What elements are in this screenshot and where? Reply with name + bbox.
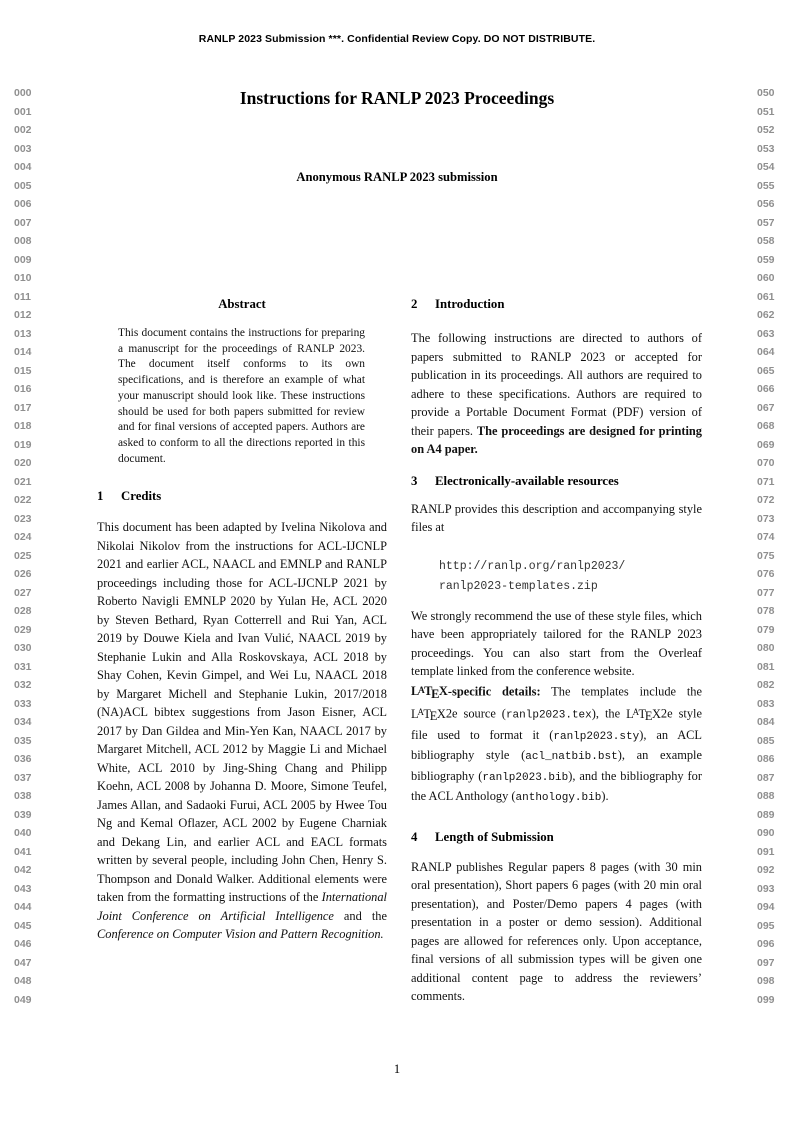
line-number-gutter-right <box>757 84 791 1009</box>
line-number: 005 <box>14 179 32 192</box>
line-number: 008 <box>14 235 32 247</box>
line-number: 076 <box>757 568 775 580</box>
line-number: 009 <box>14 253 32 266</box>
line-number: 055 <box>757 179 775 192</box>
line-number: 006 <box>14 198 32 210</box>
line-number: 060 <box>757 272 775 284</box>
resources-paragraph-2: We strongly recommend the use of these style files, which have been appropriately tailored for the RANLP 2023 proceedings. You can also start from the Overleaf template linked from the conference website. <box>411 608 702 678</box>
line-number: 059 <box>757 253 775 266</box>
line-number: 048 <box>14 975 32 987</box>
line-number: 062 <box>757 309 775 321</box>
line-number: 066 <box>757 383 775 395</box>
latex-logo: $L^ATEX$ <box>411 683 448 701</box>
line-number: 046 <box>14 938 32 950</box>
line-number: 034 <box>14 716 32 728</box>
section-title: Introduction <box>435 297 505 311</box>
line-number: 028 <box>14 605 32 617</box>
line-number: 098 <box>757 975 775 987</box>
line-number: 021 <box>14 475 32 488</box>
line-number: 032 <box>14 679 32 691</box>
line-number: 030 <box>14 642 32 654</box>
line-number: 003 <box>14 142 32 155</box>
line-number: 081 <box>757 660 775 673</box>
section-title: Length of Submission <box>435 829 554 844</box>
line-number: 033 <box>14 697 32 710</box>
length-paragraph: RANLP publishes Regular papers 8 pages (with 30 min oral presentation), Short papers 6 pages (with 20 min oral presentation), and Poster/Demo papers 4 pages (with presentation in a poster or demo session). Additional pages are allowed for references only. Upon acceptance, final versions of all submission types will be given one additional content page to address the reviewers’ comments. <box>411 859 702 1004</box>
section-heading-introduction <box>411 295 702 313</box>
line-number: 079 <box>757 623 775 636</box>
line-number: 019 <box>14 438 32 451</box>
line-number: 020 <box>14 457 32 469</box>
line-number: 074 <box>757 531 775 543</box>
line-number: 018 <box>14 420 32 432</box>
line-number: 023 <box>14 512 32 525</box>
credits-paragraph: This document has been adapted by Ivelina Nikolova and Nikolai Nikolov from the instructions for ACL-IJCNLP 2021 and earlier ACL, NAACL and EMNLP and RANLP proceedings including those for ACL-IJCNLP 2021 by Roberto Navigli EMNLP 2020 by Yulan He, ACL 2020 by Steven Bethard, Ryan Cotterrell and Rui Yan, ACL 2019 by Douwe Kiela and Ivan Vulić, NAACL 2019 by Stephanie Lukin and Alla Roskovskaya, ACL 2018 by Shay Cohen, Kevin Gimpel, and Wei Lu, NAACL 2018 by Margaret Michell and Stephanie Lukin, 2017/2018 (NA)ACL bibtex suggestions from Jason Eisner, ACL 2017 by Dan Gildea and Min-Yen Kan, NAACL 2017 by Margaret Mitchell, ACL 2012 by Maggie Li and Michael White, ACL 2010 by Jing-Shing Chang and Philipp Koehn, ACL 2008 by Johanna D. Moore, Simone Teufel, James Allan, and Sadaoki Furui, ACL 2005 by Hwee Tou Ng and Kemal Oflazer, ACL 2002 by Eugene Charniak and Dekang Lin, and earlier ACL and EACL formats written by several people, including John Chen, Henry S. Thompson and Donald Walker. Additional elements were taken from the formatting instructions of the International Joint Conference on Artificial Intelligence and the Conference on Computer Vision and Pattern Recognition. <box>97 520 387 942</box>
line-number: 095 <box>757 919 775 932</box>
line-number: 097 <box>757 956 775 969</box>
latex-details-paragraph: $L^ATEX$-specific details: The templates include the $L^ATEX2e$ source (ranlp2023.tex), the $L^ATEX2e$ style file used to format it (ranlp2023.sty), an ACL bibliography style (acl_natbib.bst), an example bibliography (ranlp2023.bib), and the bibliography for the ACL Anthology (anthology.bib). <box>411 683 703 805</box>
line-number: 014 <box>14 346 32 358</box>
line-number: 012 <box>14 309 32 321</box>
line-number: 083 <box>757 697 775 710</box>
right-column <box>411 295 702 1006</box>
line-number: 002 <box>14 124 32 136</box>
line-number: 004 <box>14 161 32 173</box>
line-number: 061 <box>757 290 775 303</box>
line-number: 017 <box>14 401 32 414</box>
section-heading-length <box>411 828 702 846</box>
line-number: 067 <box>757 401 775 414</box>
line-number: 011 <box>14 290 31 303</box>
abstract-heading: Abstract <box>218 297 266 311</box>
line-number: 063 <box>757 327 775 340</box>
line-number: 071 <box>757 475 775 488</box>
line-number: 052 <box>757 124 775 136</box>
line-number: 084 <box>757 716 775 728</box>
line-number: 091 <box>757 845 775 858</box>
section-heading-credits <box>97 487 387 505</box>
line-number: 035 <box>14 734 32 747</box>
line-number: 075 <box>757 549 775 562</box>
paper-author: Anonymous RANLP 2023 submission <box>296 170 498 184</box>
line-number: 050 <box>757 87 775 99</box>
template-url-block <box>439 557 702 597</box>
line-number: 007 <box>14 216 32 229</box>
section-number: 1 <box>97 489 104 504</box>
resources-paragraph: RANLP provides this description and accompanying style files at <box>411 501 702 534</box>
line-number: 070 <box>757 457 775 469</box>
confidential-banner: RANLP 2023 Submission ***. Confidential Review Copy. DO NOT DISTRIBUTE. <box>198 33 596 45</box>
line-number: 044 <box>14 901 32 913</box>
line-number: 089 <box>757 808 775 821</box>
introduction-paragraph: The following instructions are directed to authors of papers submitted to RANLP 2023 or accepted for publication in its proceedings. All authors are required to adhere to these specifications. Authors are required to provide a Portable Document Format (PDF) version of their papers. The proceedings are designed for printing on A4 paper. <box>411 331 702 456</box>
line-number: 015 <box>14 364 32 377</box>
line-number: 036 <box>14 753 32 765</box>
line-number: 042 <box>14 864 32 876</box>
page-number: 1 <box>393 1062 401 1076</box>
line-number: 001 <box>14 105 32 118</box>
line-number: 025 <box>14 549 32 562</box>
line-number: 026 <box>14 568 32 580</box>
latex-logo: $L^ATEX$ <box>411 706 446 724</box>
line-number: 078 <box>757 605 775 617</box>
line-number: 099 <box>757 993 775 1006</box>
line-number: 072 <box>757 494 775 506</box>
line-number: 024 <box>14 531 32 543</box>
line-number: 051 <box>757 105 775 118</box>
template-url-line-1[interactable]: http://ranlp.org/ranlp2023/ <box>439 559 626 573</box>
section-title: Credits <box>121 489 162 504</box>
section-heading-resources <box>411 472 702 490</box>
section-number: 4 <box>411 829 418 844</box>
line-number: 029 <box>14 623 32 636</box>
line-number: 064 <box>757 346 775 358</box>
line-number: 057 <box>757 216 775 229</box>
line-number: 022 <box>14 494 32 506</box>
line-number: 065 <box>757 364 775 377</box>
left-column <box>97 295 387 944</box>
line-number: 045 <box>14 919 32 932</box>
line-number: 000 <box>14 87 32 99</box>
line-number: 093 <box>757 882 775 895</box>
line-number: 092 <box>757 864 775 876</box>
line-number: 090 <box>757 827 775 839</box>
line-number-gutter-left <box>14 84 48 1009</box>
line-number: 080 <box>757 642 775 654</box>
line-number: 085 <box>757 734 775 747</box>
line-number: 039 <box>14 808 32 821</box>
abstract-text: This document contains the instructions for preparing a manuscript for the proceedings of RANLP 2023. The document itself conforms to its own specifications, and is therefore an example of what your manuscript should look like. These instructions should be used for both papers submitted for review and for final versions of accepted papers. Authors are asked to conform to all the directions reported in this document. <box>118 327 365 465</box>
section-title: Electronically-available resources <box>435 473 619 488</box>
line-number: 077 <box>757 586 775 599</box>
line-number: 043 <box>14 882 32 895</box>
line-number: 047 <box>14 956 32 969</box>
line-number: 040 <box>14 827 32 839</box>
line-number: 010 <box>14 272 32 284</box>
line-number: 087 <box>757 771 775 784</box>
template-url-line-2[interactable]: ranlp2023-templates.zip <box>439 579 598 593</box>
line-number: 068 <box>757 420 775 432</box>
line-number: 037 <box>14 771 32 784</box>
line-number: 038 <box>14 790 32 802</box>
line-number: 016 <box>14 383 32 395</box>
line-number: 031 <box>14 660 32 673</box>
line-number: 086 <box>757 753 775 765</box>
line-number: 082 <box>757 679 775 691</box>
section-number: 2 <box>411 297 418 311</box>
line-number: 049 <box>14 993 32 1006</box>
line-number: 056 <box>757 198 775 210</box>
paper-title: Instructions for RANLP 2023 Proceedings <box>239 88 555 108</box>
line-number: 073 <box>757 512 775 525</box>
section-number: 3 <box>411 473 418 488</box>
line-number: 041 <box>14 845 32 858</box>
line-number: 013 <box>14 327 32 340</box>
line-number: 069 <box>757 438 775 451</box>
line-number: 088 <box>757 790 775 802</box>
line-number: 054 <box>757 161 775 173</box>
line-number: 053 <box>757 142 775 155</box>
line-number: 027 <box>14 586 32 599</box>
line-number: 096 <box>757 938 775 950</box>
latex-logo: $L^ATEX$ <box>626 706 661 724</box>
line-number: 094 <box>757 901 775 913</box>
line-number: 058 <box>757 235 775 247</box>
